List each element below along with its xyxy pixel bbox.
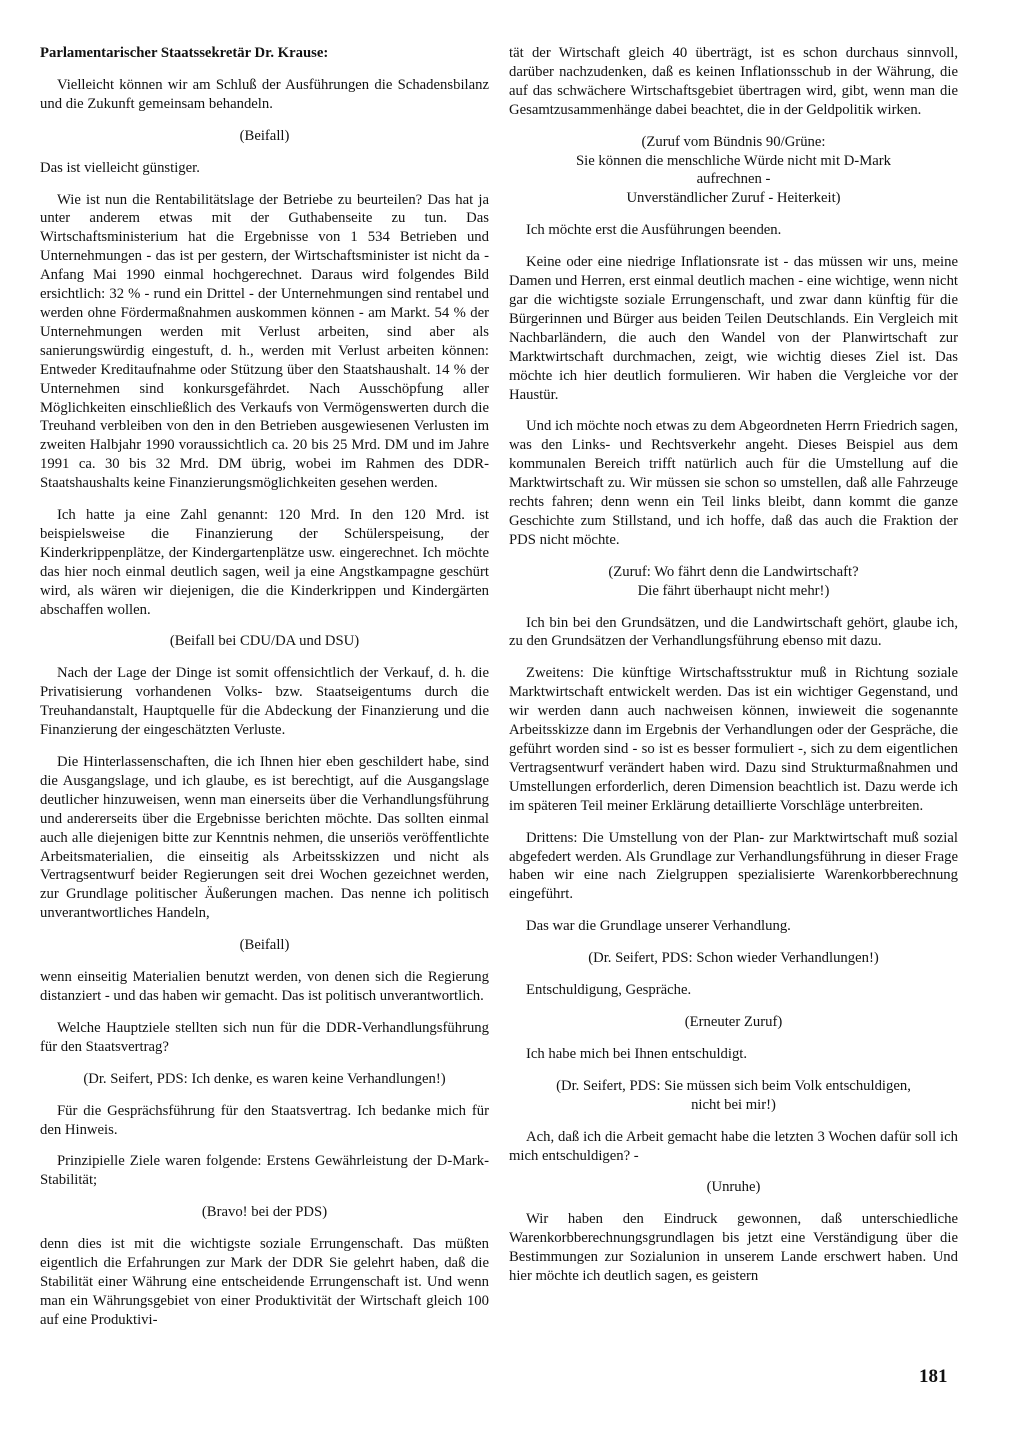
interjection: (Dr. Seifert, PDS: Schon wieder Verhandlungen!) (588, 950, 879, 967)
paragraph: Wie ist nun die Rentabilitätslage der Betriebe zu beurteilen? Das hat ja unter anderem etwas mit der Guthabenseite zu tun. Das Wirtschaftsministerium hat die Ergebnisse von 1 534 Betrieben und Unternehmungen - das ist per gestern, der Wirtschaftsminister ist nicht da - Anfang Mai 1990 einmal hochgerechnet. Daraus wird folgendes Bild ersichtlich: 32 % - rund ein Drittel - der Unternehmungen sind rentabel und werden ohne Fördermaßnahmen auskommen können - am Markt. 54 % der Unternehmungen werden mit Verlust arbeiten, sind aber als sanierungswürdig eingestuft, d. h., werden mit Verlust arbeiten können: Entweder Kreditaufnahme oder Stützung über den Staatshaushalt. 14 % der Unternehmen sind konkursgefährdet. Nach Ausschöpfung aller Möglichkeiten einschließlich des Verkaufs von Vermögenswerten durch die Treuhand verbleiben von den in den Betrieben ausgewiesenen Verlusten im zweiten Halbjahr 1990 voraussichtlich ca. 20 bis 25 Mrd. DM und im Jahre 1991 ca. 30 bis 32 Mrd. DM übrig, wobei im Rahmen des DDR-Staatshaushalts keine Finanzierungsmöglichkeiten gesehen werden. (40, 191, 489, 492)
paragraph: Ich möchte erst die Ausführungen beenden. (526, 222, 782, 239)
interjection (509, 563, 958, 601)
paragraph: Drittens: Die Umstellung von der Plan- zur Marktwirtschaft muß sozial abgefedert werden. Als Grundlage zur Verhandlungsführung in dieser Frage haben wir eine nach Zielgruppen spezialisierte Warenkorbberechnung eingeführt. (509, 829, 958, 903)
speaker-heading: Parlamentarischer Staatssekretär Dr. Krause: (40, 45, 329, 61)
interjection-line: Unverständlicher Zuruf - Heiterkeit) (626, 190, 841, 207)
interjection (509, 1077, 958, 1115)
interjection-line: (Dr. Seifert, PDS: Sie müssen sich beim Volk entschuldigen, (556, 1077, 911, 1094)
paragraph: Entschuldigung, Gespräche. (526, 982, 692, 999)
paragraph: Ich hatte ja eine Zahl genannt: 120 Mrd. In den 120 Mrd. ist beispielsweise die Finanzierung der Schülerspeisung, der Kinderkrippenplätze, der Kindergartenplätze usw. eingerechnet. Ich möchte das hier noch einmal deutlich sagen, weil ja eine Angstkampagne geschürt wird, als wären wir diejenigen, die die Kinderkrippen und Kindergärten abschaffen wollen. (40, 507, 489, 618)
paragraph: Das ist vielleicht günstiger. (40, 159, 200, 176)
paragraph: Wir haben den Eindruck gewonnen, daß unterschiedliche Warenkorbberechnungsgrundlagen bis jetzt eine Verständigung über die Bestimmungen zur Sozialunion in unserem Lande erschwert haben. Und hier möchte ich deutlich sagen, es geistern (509, 1211, 958, 1285)
interjection-line: nicht bei mir!) (691, 1096, 776, 1113)
interjection: (Beifall) (239, 937, 290, 954)
paragraph: Ich bin bei den Grundsätzen, und die Landwirtschaft gehört, glaube ich, zu den Grundsätzen der Verhandlungsführung ebenso mit dazu. (509, 614, 958, 650)
paragraph: Ich habe mich bei Ihnen entschuldigt. (526, 1045, 748, 1062)
interjection: (Erneuter Zuruf) (684, 1013, 783, 1030)
interjection: (Dr. Seifert, PDS: Ich denke, es waren keine Verhandlungen!) (83, 1070, 446, 1087)
paragraph: denn dies ist mit die wichtigste soziale Errungenschaft. Das müßten eigentlich die Erfahrungen zur Mark der DDR Sie gelehrt haben, daß die Stabilität einer Währung eine entscheidende Errungenschaft ist. Und wenn man ein Währungsgebiet von einer Produktivität der Wirtschaft gleich 100 auf eine Produktivi- (40, 1236, 489, 1328)
paragraph: tät der Wirtschaft gleich 40 überträgt, ist es schon durchaus sinnvoll, darüber nachzudenken, daß es keinen Inflationsschub in der Währung, die auf das schwächere Wirtschaftsgebiet übertragen wird, gibt, wenn man die Gesamtzusammenhänge dabei beachtet, die in der Geldpolitik wirken. (509, 45, 958, 118)
paragraph: Vielleicht können wir am Schluß der Ausführungen die Schadensbilanz und die Zukunft gemeinsam behandeln. (40, 76, 489, 112)
paragraph: Ach, daß ich die Arbeit gemacht habe die letzten 3 Wochen dafür soll ich mich entschuldigen? - (509, 1128, 958, 1164)
interjection-line: Sie können die menschliche Würde nicht mit D-Mark (575, 152, 892, 169)
paragraph: Zweitens: Die künftige Wirtschaftsstruktur muß in Richtung soziale Marktwirtschaft entwickelt werden. Das ist ein wichtiger Gegenstand, und wir werden dann auch nachweisen können, inwieweit die sogenannte Arbeitsskizze dann im Ergebnis der Verhandlungen oder der Gespräche, die geführt worden sind - so ist es besser formuliert -, sich zu dem eigentlichen Vertragsentwurf verändert haben wird. Dazu sind Strukturmaßnahmen und Umstellungen erforderlich, deren Dimension beachtlich ist. Dazu werde ich im späteren Teil meiner Erklärung detaillierte Vorschläge unterbreiten. (509, 665, 958, 814)
paragraph: Prinzipielle Ziele waren folgende: Erstens Gewährleistung der D-Mark-Stabilität; (40, 1153, 489, 1189)
interjection: (Unruhe) (706, 1179, 761, 1196)
interjection: (Beifall bei CDU/DA und DSU) (169, 633, 360, 650)
interjection: (Beifall) (239, 127, 290, 144)
paragraph: Keine oder eine niedrige Inflationsrate ist - das müssen wir uns, meine Damen und Herren, erst einmal deutlich machen - eine wichtige, wenn nicht gar die wichtigste soziale Errungenschaft, und zwar dann künftig für die Bürgerinnen und Bürger aus beiden Teilen Deutschlands. Ein Vergleich mit Nachbarländern, die auch den Wandel von der Planwirtschaft zur Marktwirtschaft durchmachen, zeigt, wie wichtig dieses Ziel ist. Das möchte ich hier deutlich formulieren. Wir haben die Vergleiche vor der Haustür. (509, 254, 958, 403)
right-column (509, 44, 958, 1299)
paragraph: Für die Gesprächsführung für den Staatsvertrag. Ich bedanke mich für den Hinweis. (40, 1102, 489, 1138)
paragraph: Nach der Lage der Dinge ist somit offensichtlich der Verkauf, d. h. die Privatisierung vorhandenen Volks- bzw. Staatseigentums durch die Treuhandanstalt, Hauptquelle für die Abdeckung der Finanzierung und die Finanzierung der eingeschätzten Verluste. (40, 665, 489, 739)
page-number: 181 (919, 1366, 948, 1387)
interjection: (Bravo! bei der PDS) (201, 1204, 328, 1221)
paragraph: Das war die Grundlage unserer Verhandlung. (526, 918, 791, 935)
interjection (509, 133, 958, 209)
interjection-line: (Zuruf: Wo fährt denn die Landwirtschaft? (608, 563, 859, 580)
interjection-line: aufrechnen - (696, 171, 771, 188)
interjection-line: (Zuruf vom Bündnis 90/Grüne: (641, 133, 826, 150)
paragraph: Und ich möchte noch etwas zu dem Abgeordneten Herrn Friedrich sagen, was den Links- und Rechtsverkehr angeht. Dieses Beispiel aus dem kommunalen Bereich trifft natürlich auch für die Umstellung auf die Marktwirtschaft zu. Wir müssen sie schon so umstellen, daß alle Fahrzeuge rechts fahren; denn wenn ein Teil links bleibt, dann kommt die ganze Geschichte zum Stillstand, und ich hoffe, daß das auch die Fraktion der PDS nicht möchte. (509, 418, 958, 548)
paragraph: Die Hinterlassenschaften, die ich Ihnen hier eben geschildert habe, sind die Ausgangslage, und ich glaube, es ist berechtigt, auf die Ausgangslage deutlicher hinzuweisen, wenn man einerseits über die Verhandlungsführung und andererseits über die Ergebnisse berichten möchte. Das sollten einmal auch alle diejenigen bitte zur Kenntnis nehmen, die unseriös veröffentlichte Arbeitsmaterialien, die einseitig als Arbeitsskizzen und nicht als Vertragsentwurf beider Regierungen seit drei Wochen gezeichnet werden, zur Grundlage politischer Äußerungen machen. Das nenne ich politisch unverantwortliches Handeln, (40, 754, 489, 922)
interjection-line: Die fährt überhaupt nicht mehr!) (637, 582, 830, 599)
left-column (40, 44, 489, 1343)
paragraph: wenn einseitig Materialien benutzt werden, von denen sich die Regierung distanziert - und das haben wir gemacht. Das ist politisch unverantwortlich. (40, 969, 489, 1004)
paragraph: Welche Hauptziele stellten sich nun für die DDR-Verhandlungsführung für den Staatsvertrag? (40, 1019, 489, 1055)
